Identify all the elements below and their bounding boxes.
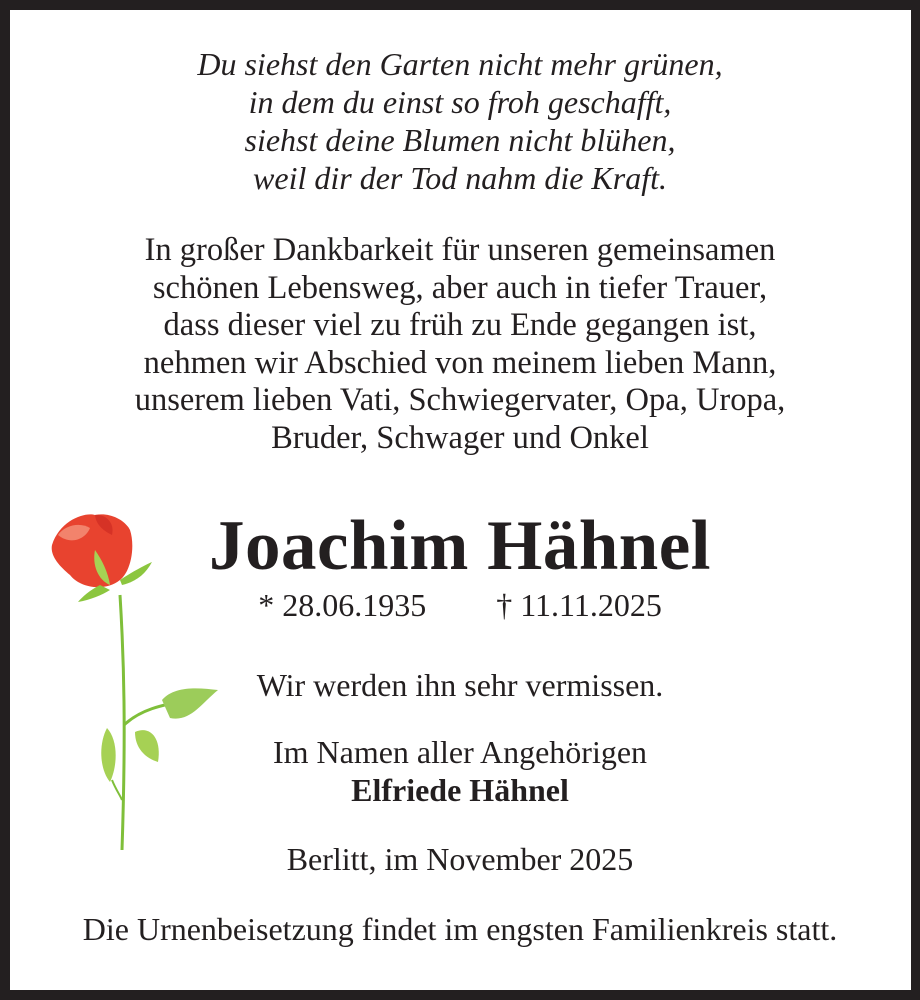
intro-line: In großer Dankbarkeit für unseren gemeinsamen [144,232,776,268]
intro-line: dass dieser viel zu früh zu Ende gegangen ist, [163,307,757,343]
poem-line: Du siehst den Garten nicht mehr grünen, [197,46,723,82]
place-date: Berlitt, im November 2025 [286,841,634,877]
signoff-line: Im Namen aller Angehörigen [272,734,648,770]
intro-line: Bruder, Schwager und Onkel [271,419,649,456]
intro-line: nehmen wir Abschied von meinem lieben Mann, [143,344,777,381]
message: Wir werden ihn sehr vermissen. [256,667,664,703]
intro-text [10,232,910,457]
signoff [10,733,910,809]
poem [10,45,910,197]
death-date: † 11.11.2025 [496,587,662,623]
signoff-name: Elfriede Hähnel [351,772,569,808]
life-dates [10,585,910,625]
intro-line: unserem lieben Vati, Schwiegervater, Opa, Uropa, [134,382,786,418]
burial-note: Die Urnenbeisetzung findet im engsten Familienkreis statt. [82,911,838,947]
deceased-name: Joachim Hähnel [208,507,712,585]
birth-date: * 28.06.1935 [258,587,427,623]
intro-line: schönen Lebensweg, aber auch in tiefer Trauer, [152,269,768,306]
poem-line: in dem du einst so froh geschafft, [248,84,672,120]
poem-line: siehst deine Blumen nicht blühen, [244,122,676,158]
poem-line: weil dir der Tod nahm die Kraft. [253,160,667,196]
